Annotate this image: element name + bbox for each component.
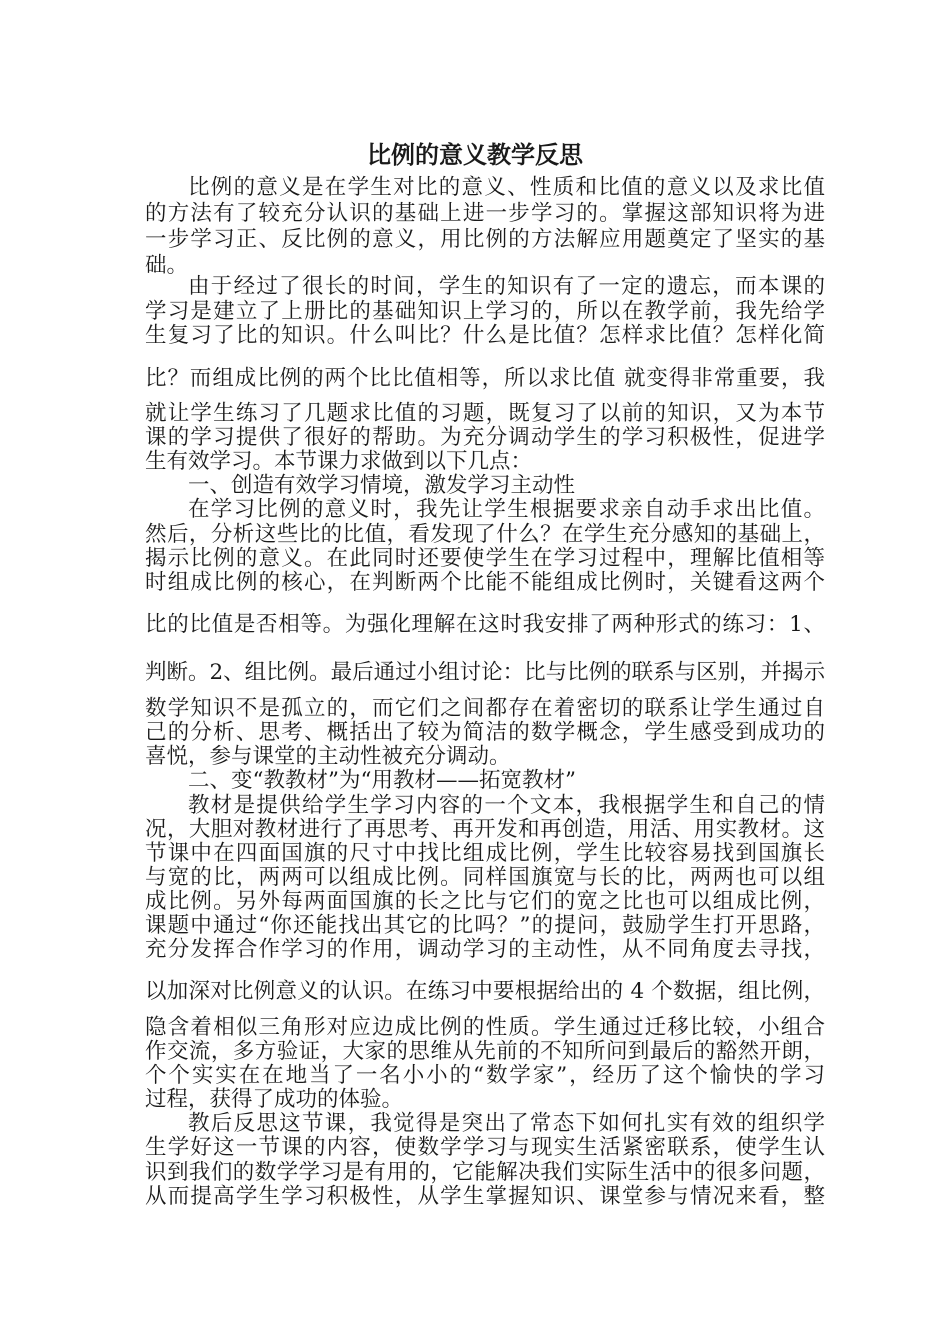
paragraph-line: 识到我们的数学学习是有用的，它能解决我们实际生活中的很多问题，	[145, 1160, 825, 1185]
paragraph-line: 喜悦，参与课堂的主动性被充分调动。	[145, 744, 511, 769]
paragraph-line: 比的比值是否相等。为强化理解在这时我安排了两种形式的练习：1、	[145, 612, 825, 637]
paragraph-line: 数学知识不是孤立的，而它们之间都存在着密切的联系让学生通过自	[145, 696, 825, 721]
paragraph-line: 况，大胆对教材进行了再思考、再开发和再创造，用活、用实教材。这	[145, 817, 825, 842]
paragraph-line: 以加深对比例意义的认识。在练习中要根据给出的 4 个数据，组比例，	[145, 979, 825, 1004]
paragraph-line: 的方法有了较充分认识的基础上进一步学习的。掌握这部知识将为进	[145, 201, 825, 226]
paragraph-line: 时组成比例的核心，在判断两个比能不能组成比例时，关键看这两个	[145, 570, 825, 595]
paragraph-line: 揭示比例的意义。在此同时还要使学生在学习过程中，理解比值相等	[145, 546, 825, 571]
paragraph-line: 判断。2、组比例。最后通过小组讨论：比与比例的联系与区别，并揭示	[145, 660, 826, 685]
section-heading-2: 二、变“教教材”为“用教材——拓宽教材”	[188, 768, 576, 793]
paragraph-line: 与宽的比，两两可以组成比例。同样国旗宽与长的比，两两也可以组	[145, 865, 825, 890]
paragraph-line: 节课中在四面国旗的尺寸中找比组成比例，学生比较容易找到国旗长	[145, 841, 825, 866]
paragraph-line: 然后，分析这些比的比值，看发现了什么？在学生充分感知的基础上，	[145, 522, 825, 547]
paragraph-line: 己的分析、思考、概括出了较为简洁的数学概念，学生感受到成功的	[145, 720, 825, 745]
paragraph-line: 生有效学习。本节课力求做到以下几点：	[145, 449, 533, 474]
paragraph-line: 从而提高学生学习积极性，从学生掌握知识、课堂参与情况来看，整	[145, 1184, 825, 1209]
document-title: 比例的意义教学反思	[367, 140, 583, 169]
paragraph-line: 生复习了比的知识。什么叫比？什么是比值？怎样求比值？怎样化简	[145, 323, 825, 348]
paragraph-line: 充分发挥合作学习的作用，调动学习的主动性，从不同角度去寻找，	[145, 937, 825, 962]
section-heading-1: 一、创造有效学习情境，激发学习主动性	[188, 473, 576, 498]
paragraph-line: 比？而组成比例的两个比比值相等，所以求比值 就变得非常重要，我	[145, 366, 825, 391]
paragraph-line: 一步学习正、反比例的意义，用比例的方法解应用题奠定了坚实的基	[145, 227, 825, 252]
paragraph-line: 教材是提供给学生学习内容的一个文本，我根据学生和自己的情	[188, 793, 825, 818]
paragraph-line: 由于经过了很长的时间，学生的知识有了一定的遗忘，而本课的	[188, 274, 825, 299]
paragraph-line: 隐含着相似三角形对应边成比例的性质。学生通过迁移比较，小组合	[145, 1015, 825, 1040]
paragraph-line: 础。	[145, 253, 189, 278]
paragraph-line: 作交流，多方验证，大家的思维从先前的不知所问到最后的豁然开朗，	[145, 1039, 825, 1064]
paragraph-line: 教后反思这节课，我觉得是突出了常态下如何扎实有效的组织学	[188, 1111, 825, 1136]
paragraph-line: 课的学习提供了很好的帮助。为充分调动学生的学习积极性，促进学	[145, 425, 825, 450]
paragraph-line: 学习是建立了上册比的基础知识上学习的，所以在教学前，我先给学	[145, 299, 825, 324]
paragraph-line: 生学好这一节课的内容，使数学学习与现实生活紧密联系，使学生认	[145, 1135, 825, 1160]
paragraph-line: 比例的意义是在学生对比的意义、性质和比值的意义以及求比值	[188, 175, 825, 200]
paragraph-line: 就让学生练习了几题求比值的习题，既复习了以前的知识，又为本节	[145, 401, 825, 426]
paragraph-line: 课题中通过“你还能找出其它的比吗？”的提问，鼓励学生打开思路，	[145, 913, 825, 938]
paragraph-line: 个个实实在在地当了一名小小的“数学家”，经历了这个愉快的学习	[145, 1063, 825, 1088]
paragraph-line: 过程，获得了成功的体验。	[145, 1087, 404, 1112]
paragraph-line: 在学习比例的意义时，我先让学生根据要求亲自动手求出比值。	[188, 497, 825, 522]
paragraph-line: 成比例。另外每两面国旗的长之比与它们的宽之比也可以组成比例，	[145, 889, 825, 914]
